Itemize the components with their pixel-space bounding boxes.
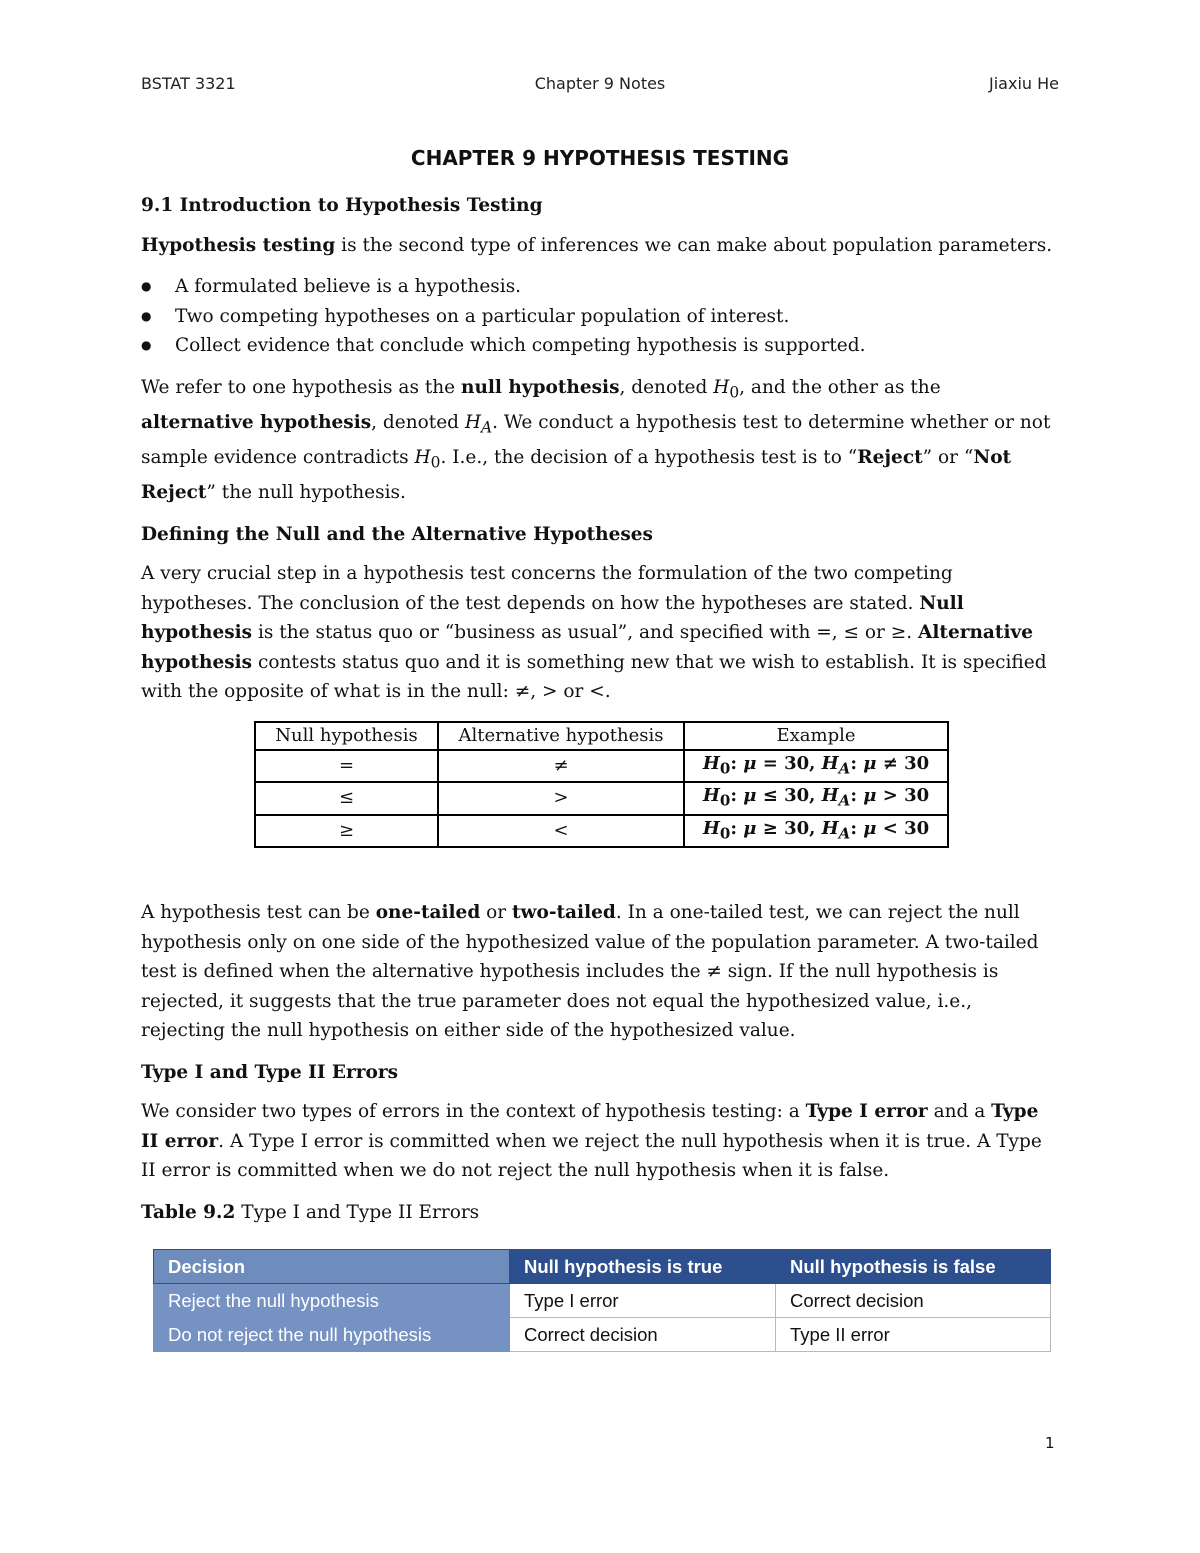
table-caption: Table 9.2 Type I and Type II Errors [141,1201,480,1223]
example-cell: $H_0$: μ ≥ 30, $H_A$: μ < 30 [684,815,948,848]
defining-paragraph: A very crucial step in a hypothesis test concerns the formulation of the two competing hypotheses. The conclusion of the test depends on how the hypotheses are stated. Null hypothesis is the status quo or “business as usual”, and specified with =, ≤ or ≥. Alternative hypothesis contests status quo and it is something new that we wish to establish. It is specified with the opposite of what is in the null: ≠, > or <. [141,563,1047,703]
errors-paragraph: We consider two types of errors in the context of hypothesis testing: a Type I error and a Type II error. A Type I error is committed when we reject the null hypothesis when it is true. A Type II error is committed when we do not reject the null hypothesis when it is false. [141,1101,1042,1182]
column-header: Alternative hypothesis [438,722,684,750]
list-item: ● Collect evidence that conclude which competing hypothesis is supported. [175,331,1059,361]
row-header: Do not reject the null hypothesis [154,1318,510,1352]
table-row [255,815,948,848]
list-item: ● Two competing hypotheses on a particular population of interest. [175,302,1059,332]
table-cell: ≠ [438,750,684,783]
table-cell: ≥ [255,815,438,848]
table-cell: ≤ [255,782,438,815]
column-header: Null hypothesis is true [510,1250,776,1284]
table-header-row [154,1250,1051,1284]
table-cell: Type I error [510,1284,776,1318]
table-row [154,1318,1051,1352]
page-header [141,74,1059,98]
term-hypothesis-testing: Hypothesis testing [141,234,336,256]
column-header: Decision [154,1250,510,1284]
page-title: CHAPTER 9 HYPOTHESIS TESTING [410,146,790,170]
section-heading-9-1: 9.1 Introduction to Hypothesis Testing [141,195,543,216]
section-heading-errors: Type I and Type II Errors [141,1061,399,1083]
table-cell: Type II error [776,1318,1051,1352]
section-heading-defining: Defining the Null and the Alternative Hypotheses [141,523,653,545]
table-cell: Correct decision [510,1318,776,1352]
table-cell: = [255,750,438,783]
table-header-row [255,722,948,750]
intro-paragraph: Hypothesis testing is the second type of inferences we can make about population parameters. [141,234,1053,256]
table-row [154,1284,1051,1318]
list-item: ● A formulated believe is a hypothesis. [175,272,1059,302]
table-cell: Correct decision [776,1284,1051,1318]
table-row [255,750,948,783]
table-row [255,782,948,815]
column-header: Null hypothesis is false [776,1250,1051,1284]
hypothesis-table [254,721,949,849]
table-cell: > [438,782,684,815]
table-cell: < [438,815,684,848]
intro-bullet-list [141,272,1059,361]
header-course: BSTAT 3321 [141,74,236,93]
row-header: Reject the null hypothesis [154,1284,510,1318]
null-alt-paragraph: We refer to one hypothesis as the null hypothesis, denoted $H_0$, and the other as the alternative hypothesis, denoted $H_A$. We conduct a hypothesis test to determine whether or not sample evidence contradicts $H_0$. I.e., the decision of a hypothesis test is to “Reject” or “Not Reject” the null hypothesis. [141,376,1051,504]
page-number: 1 [1045,1434,1055,1452]
header-author: Jiaxiu He [989,74,1059,93]
error-types-table [153,1249,1051,1352]
example-cell: $H_0$: μ = 30, $H_A$: μ ≠ 30 [684,750,948,783]
header-chapter: Chapter 9 Notes [534,74,666,93]
column-header: Example [684,722,948,750]
example-cell: $H_0$: μ ≤ 30, $H_A$: μ > 30 [684,782,948,815]
tails-paragraph: A hypothesis test can be one-tailed or two-tailed. In a one-tailed test, we can reject the null hypothesis only on one side of the hypothesized value of the population parameter. A two-tailed test is defined when the alternative hypothesis includes the ≠ sign. If the null hypothesis is rejected, it suggests that the true parameter does not equal the hypothesized value, i.e., rejecting the null hypothesis on either side of the hypothesized value. [141,902,1039,1042]
page-content [141,143,1059,1352]
column-header: Null hypothesis [255,722,438,750]
